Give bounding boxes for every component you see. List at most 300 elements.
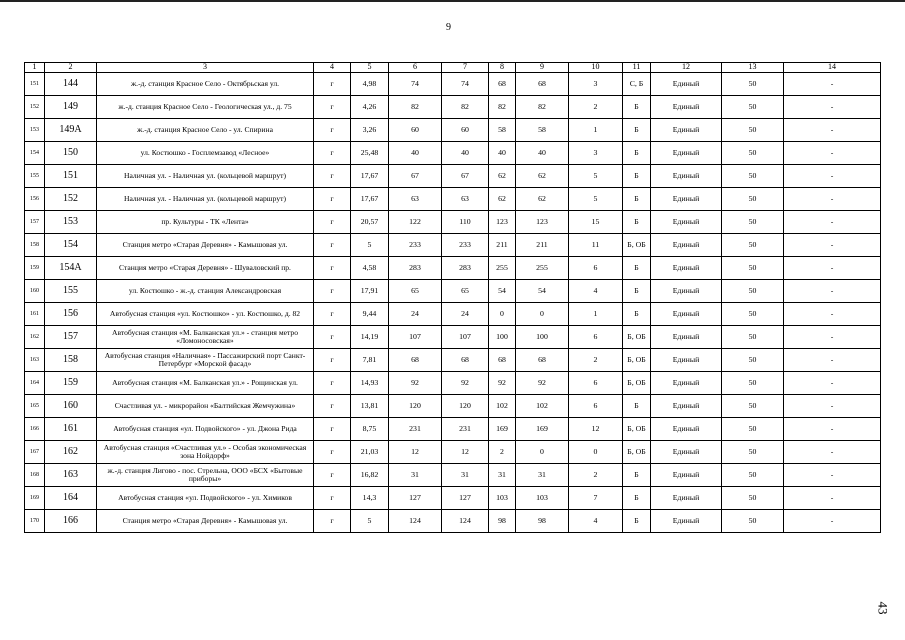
table-cell: 152 xyxy=(45,188,97,211)
column-header: 7 xyxy=(442,63,489,73)
table-cell: - xyxy=(784,73,881,96)
table-cell: 158 xyxy=(45,349,97,372)
table-cell: 4 xyxy=(569,510,623,533)
table-row xyxy=(25,165,881,188)
table-cell: 50 xyxy=(722,211,784,234)
table-cell: Единый xyxy=(651,188,722,211)
table-row xyxy=(25,257,881,280)
table-cell: 50 xyxy=(722,142,784,165)
table-cell: 62 xyxy=(516,165,569,188)
table-cell: Автобусная станция «Наличная» - Пассажирский порт Санкт-Петербург «Морской фасад» xyxy=(97,349,314,372)
table-row xyxy=(25,487,881,510)
table-cell: г xyxy=(314,487,351,510)
column-header: 10 xyxy=(569,63,623,73)
table-cell: Счастливая ул. - микрорайон «Балтийская Жемчужина» xyxy=(97,395,314,418)
table-cell: Станция метро «Старая Деревня» - Шуваловский пр. xyxy=(97,257,314,280)
table-cell: 12 xyxy=(442,441,489,464)
table-cell: 6 xyxy=(569,326,623,349)
table-cell: Б, ОБ xyxy=(623,349,651,372)
table-cell: Наличная ул. - Наличная ул. (кольцевой маршрут) xyxy=(97,165,314,188)
table-cell: - xyxy=(784,418,881,441)
table-cell: Единый xyxy=(651,395,722,418)
table-cell: 231 xyxy=(389,418,442,441)
table-cell: Автобусная станция «М. Балканская ул.» - станция метро «Ломоносовская» xyxy=(97,326,314,349)
table-cell: Единый xyxy=(651,487,722,510)
table-cell: Б xyxy=(623,257,651,280)
table-cell: 50 xyxy=(722,372,784,395)
table-cell: 169 xyxy=(25,487,45,510)
table-cell: 2 xyxy=(489,441,516,464)
side-page-number: 43 xyxy=(875,601,891,615)
table-cell: 233 xyxy=(442,234,489,257)
table-cell: 123 xyxy=(489,211,516,234)
column-header: 6 xyxy=(389,63,442,73)
table-cell: 3 xyxy=(569,142,623,165)
table-cell: 4,26 xyxy=(351,96,389,119)
table-cell: 2 xyxy=(569,96,623,119)
table-cell: 7,81 xyxy=(351,349,389,372)
table-cell: г xyxy=(314,188,351,211)
table-cell: 60 xyxy=(442,119,489,142)
table-cell: 60 xyxy=(389,119,442,142)
table-row xyxy=(25,280,881,303)
table-cell: Б xyxy=(623,142,651,165)
table-row xyxy=(25,73,881,96)
table-cell: 58 xyxy=(516,119,569,142)
table-cell: Единый xyxy=(651,280,722,303)
table-cell: Единый xyxy=(651,372,722,395)
table-cell: 166 xyxy=(45,510,97,533)
table-cell: г xyxy=(314,165,351,188)
table-cell: г xyxy=(314,395,351,418)
table-cell: г xyxy=(314,372,351,395)
table-cell: 4,58 xyxy=(351,257,389,280)
table-cell: 54 xyxy=(516,280,569,303)
table-cell: 68 xyxy=(442,349,489,372)
table-cell: 170 xyxy=(25,510,45,533)
table-cell: 20,57 xyxy=(351,211,389,234)
table-cell: ж.-д. станция Красное Село - ул. Спирина xyxy=(97,119,314,142)
table-cell: 50 xyxy=(722,326,784,349)
table-cell: Единый xyxy=(651,510,722,533)
table-cell: 62 xyxy=(489,165,516,188)
table-cell: 151 xyxy=(25,73,45,96)
table-cell: 5 xyxy=(351,234,389,257)
table-cell: Б xyxy=(623,119,651,142)
column-header: 11 xyxy=(623,63,651,73)
table-cell: 50 xyxy=(722,257,784,280)
table-cell: ул. Костюшко - Госплемзавод «Лесное» xyxy=(97,142,314,165)
table-cell: Б xyxy=(623,487,651,510)
table-cell: Автобусная станция «ул. Подвойского» - ул. Джона Рида xyxy=(97,418,314,441)
table-cell: 107 xyxy=(389,326,442,349)
table-cell: 211 xyxy=(489,234,516,257)
table-cell: 98 xyxy=(516,510,569,533)
table-cell: 82 xyxy=(389,96,442,119)
table-cell: - xyxy=(784,211,881,234)
table-cell: г xyxy=(314,211,351,234)
table-cell: Единый xyxy=(651,96,722,119)
table-cell: 65 xyxy=(389,280,442,303)
table-cell: Единый xyxy=(651,211,722,234)
page-number: 9 xyxy=(446,22,451,33)
table-cell: Автобусная станция «М. Балканская ул.» - Рощинская ул. xyxy=(97,372,314,395)
table-cell: 8,75 xyxy=(351,418,389,441)
table-cell: 162 xyxy=(25,326,45,349)
table-cell: 50 xyxy=(722,441,784,464)
table-cell: г xyxy=(314,96,351,119)
top-border-line xyxy=(0,0,905,2)
table-cell: 68 xyxy=(516,73,569,96)
table-cell: Автобусная станция «Счастливая ул.» - Особая экономическая зона Нойдорф» xyxy=(97,441,314,464)
table-cell: - xyxy=(784,510,881,533)
table-cell: 160 xyxy=(25,280,45,303)
table-cell: - xyxy=(784,303,881,326)
column-header: 14 xyxy=(784,63,881,73)
table-cell: 50 xyxy=(722,349,784,372)
table-cell: г xyxy=(314,326,351,349)
table-cell: Единый xyxy=(651,142,722,165)
table-cell: 127 xyxy=(389,487,442,510)
table-cell: 54 xyxy=(489,280,516,303)
table-cell: 102 xyxy=(516,395,569,418)
column-header: 2 xyxy=(45,63,97,73)
table-cell: 0 xyxy=(516,441,569,464)
table-cell: - xyxy=(784,441,881,464)
table-cell: 3 xyxy=(569,73,623,96)
table-cell: г xyxy=(314,280,351,303)
table-cell: 31 xyxy=(489,464,516,487)
table-row xyxy=(25,372,881,395)
column-header: 4 xyxy=(314,63,351,73)
table-cell: Б xyxy=(623,395,651,418)
table-cell: 2 xyxy=(569,349,623,372)
table-cell: 159 xyxy=(45,372,97,395)
table-cell: г xyxy=(314,73,351,96)
table-cell: - xyxy=(784,372,881,395)
column-header: 8 xyxy=(489,63,516,73)
table-cell: 164 xyxy=(25,372,45,395)
table-cell: 255 xyxy=(516,257,569,280)
table-row xyxy=(25,119,881,142)
table-cell: 50 xyxy=(722,188,784,211)
table-cell: Б xyxy=(623,510,651,533)
table-cell: 14,19 xyxy=(351,326,389,349)
table-cell: г xyxy=(314,349,351,372)
table-cell: 157 xyxy=(45,326,97,349)
column-header: 1 xyxy=(25,63,45,73)
table-cell: 123 xyxy=(516,211,569,234)
table-cell: 154 xyxy=(45,234,97,257)
table-cell: 40 xyxy=(389,142,442,165)
table-cell: 82 xyxy=(489,96,516,119)
table-cell: Единый xyxy=(651,257,722,280)
table-cell: 283 xyxy=(389,257,442,280)
table-cell: 13,81 xyxy=(351,395,389,418)
table-cell: 5 xyxy=(569,188,623,211)
table-row xyxy=(25,349,881,372)
table-cell: 0 xyxy=(569,441,623,464)
table-cell: 155 xyxy=(25,165,45,188)
table-cell: 50 xyxy=(722,464,784,487)
table-cell: 62 xyxy=(489,188,516,211)
table-cell: Единый xyxy=(651,441,722,464)
table-cell: 50 xyxy=(722,303,784,326)
table-cell: Единый xyxy=(651,73,722,96)
table-cell: 58 xyxy=(489,119,516,142)
table-cell: 283 xyxy=(442,257,489,280)
table-cell: 82 xyxy=(516,96,569,119)
table-cell: г xyxy=(314,142,351,165)
table-cell: 167 xyxy=(25,441,45,464)
table-cell: - xyxy=(784,142,881,165)
table-cell: 153 xyxy=(45,211,97,234)
table-cell: г xyxy=(314,119,351,142)
table-cell: 31 xyxy=(516,464,569,487)
table-cell: 157 xyxy=(25,211,45,234)
table-header-row xyxy=(25,63,881,73)
table-cell: 98 xyxy=(489,510,516,533)
table-cell: 14,3 xyxy=(351,487,389,510)
table-cell: 9,44 xyxy=(351,303,389,326)
table-cell: г xyxy=(314,303,351,326)
table-cell: 160 xyxy=(45,395,97,418)
table-cell: г xyxy=(314,257,351,280)
table-cell: Единый xyxy=(651,464,722,487)
table-cell: 156 xyxy=(25,188,45,211)
table-row xyxy=(25,211,881,234)
table-cell: 68 xyxy=(516,349,569,372)
table-cell: 3,26 xyxy=(351,119,389,142)
table-cell: 24 xyxy=(389,303,442,326)
table-cell: 154А xyxy=(45,257,97,280)
table-row xyxy=(25,188,881,211)
table-cell: 154 xyxy=(25,142,45,165)
table-cell: Единый xyxy=(651,326,722,349)
table-cell: - xyxy=(784,119,881,142)
table-cell: 63 xyxy=(389,188,442,211)
table-cell: 149 xyxy=(45,96,97,119)
table-cell: 50 xyxy=(722,280,784,303)
table-cell: Б xyxy=(623,464,651,487)
table-cell: 149А xyxy=(45,119,97,142)
table-cell: Единый xyxy=(651,165,722,188)
table-cell: 31 xyxy=(389,464,442,487)
table-cell: 168 xyxy=(25,464,45,487)
table-cell: 163 xyxy=(45,464,97,487)
table-cell: - xyxy=(784,326,881,349)
table-cell: 124 xyxy=(442,510,489,533)
table-cell: 12 xyxy=(569,418,623,441)
table-cell: 211 xyxy=(516,234,569,257)
table-cell: г xyxy=(314,464,351,487)
table-cell: 63 xyxy=(442,188,489,211)
table-cell: 50 xyxy=(722,73,784,96)
table-cell: Б xyxy=(623,303,651,326)
table-cell: 122 xyxy=(389,211,442,234)
table-row xyxy=(25,142,881,165)
table-cell: 231 xyxy=(442,418,489,441)
table-cell: ж.-д. станция Красное Село - Геологическая ул., д. 75 xyxy=(97,96,314,119)
table-cell: 152 xyxy=(25,96,45,119)
table-cell: Б xyxy=(623,280,651,303)
table-cell: Б xyxy=(623,211,651,234)
table-cell: 50 xyxy=(722,119,784,142)
table-cell: 155 xyxy=(45,280,97,303)
table-cell: г xyxy=(314,441,351,464)
table-cell: 50 xyxy=(722,234,784,257)
routes-table-body xyxy=(25,63,881,533)
table-cell: 161 xyxy=(45,418,97,441)
table-cell: Б, ОБ xyxy=(623,326,651,349)
table-cell: 5 xyxy=(351,510,389,533)
table-cell: 4 xyxy=(569,280,623,303)
column-header: 5 xyxy=(351,63,389,73)
table-cell: 67 xyxy=(442,165,489,188)
table-cell: 50 xyxy=(722,418,784,441)
table-cell: пр. Культуры - ТК «Лента» xyxy=(97,211,314,234)
table-cell: Б, ОБ xyxy=(623,234,651,257)
table-cell: 50 xyxy=(722,96,784,119)
table-cell: Станция метро «Старая Деревня» - Камышовая ул. xyxy=(97,510,314,533)
table-cell: - xyxy=(784,234,881,257)
table-row xyxy=(25,510,881,533)
table-cell: 17,67 xyxy=(351,188,389,211)
table-cell: 92 xyxy=(489,372,516,395)
table-cell: 169 xyxy=(489,418,516,441)
table-row xyxy=(25,234,881,257)
table-cell: Автобусная станция «ул. Костюшко» - ул. Костюшко, д. 82 xyxy=(97,303,314,326)
table-cell: 21,03 xyxy=(351,441,389,464)
table-row xyxy=(25,395,881,418)
table-cell: 103 xyxy=(516,487,569,510)
table-cell: 233 xyxy=(389,234,442,257)
table-row xyxy=(25,441,881,464)
table-cell: ж.-д. станция Красное Село - Октябрьская ул. xyxy=(97,73,314,96)
table-cell: 1 xyxy=(569,303,623,326)
table-cell: - xyxy=(784,395,881,418)
table-cell: - xyxy=(784,349,881,372)
table-row xyxy=(25,418,881,441)
table-cell: г xyxy=(314,234,351,257)
table-cell: 40 xyxy=(516,142,569,165)
table-cell: 161 xyxy=(25,303,45,326)
table-cell: 107 xyxy=(442,326,489,349)
routes-table xyxy=(24,62,881,533)
table-cell: 166 xyxy=(25,418,45,441)
table-cell: - xyxy=(784,257,881,280)
table-cell: 68 xyxy=(489,73,516,96)
table-cell: Единый xyxy=(651,418,722,441)
table-cell: г xyxy=(314,418,351,441)
table-cell: 74 xyxy=(389,73,442,96)
table-cell: 6 xyxy=(569,257,623,280)
table-cell: 65 xyxy=(442,280,489,303)
table-cell: 74 xyxy=(442,73,489,96)
table-cell: 50 xyxy=(722,165,784,188)
table-cell: 163 xyxy=(25,349,45,372)
table-cell: 165 xyxy=(25,395,45,418)
table-cell: ул. Костюшко - ж.-д. станция Александровская xyxy=(97,280,314,303)
table-cell: 2 xyxy=(569,464,623,487)
table-cell: 82 xyxy=(442,96,489,119)
table-cell: 40 xyxy=(489,142,516,165)
table-row xyxy=(25,303,881,326)
table-cell: С, Б xyxy=(623,73,651,96)
table-cell: 14,93 xyxy=(351,372,389,395)
table-cell: Б xyxy=(623,188,651,211)
table-cell: 162 xyxy=(45,441,97,464)
table-cell: 67 xyxy=(389,165,442,188)
column-header: 12 xyxy=(651,63,722,73)
table-cell: 17,91 xyxy=(351,280,389,303)
table-cell: Наличная ул. - Наличная ул. (кольцевой маршрут) xyxy=(97,188,314,211)
table-cell: 158 xyxy=(25,234,45,257)
table-cell: 15 xyxy=(569,211,623,234)
table-cell: 92 xyxy=(442,372,489,395)
table-cell: 68 xyxy=(489,349,516,372)
table-cell: 16,82 xyxy=(351,464,389,487)
table-cell: 110 xyxy=(442,211,489,234)
table-row xyxy=(25,326,881,349)
table-cell: 17,67 xyxy=(351,165,389,188)
table-cell: 120 xyxy=(442,395,489,418)
table-cell: 156 xyxy=(45,303,97,326)
table-cell: - xyxy=(784,188,881,211)
table-cell: 25,48 xyxy=(351,142,389,165)
table-cell: 6 xyxy=(569,395,623,418)
table-cell: 153 xyxy=(25,119,45,142)
table-cell: 62 xyxy=(516,188,569,211)
table-cell: Единый xyxy=(651,303,722,326)
table-cell: 102 xyxy=(489,395,516,418)
column-header: 9 xyxy=(516,63,569,73)
table-row xyxy=(25,96,881,119)
table-cell: 7 xyxy=(569,487,623,510)
column-header: 3 xyxy=(97,63,314,73)
table-cell: Станция метро «Старая Деревня» - Камышовая ул. xyxy=(97,234,314,257)
table-cell: 50 xyxy=(722,395,784,418)
table-cell: 100 xyxy=(516,326,569,349)
table-cell: Б xyxy=(623,165,651,188)
table-cell: 24 xyxy=(442,303,489,326)
table-cell: Автобусная станция «ул. Подвойского» - ул. Химиков xyxy=(97,487,314,510)
table-cell: 159 xyxy=(25,257,45,280)
table-cell: 164 xyxy=(45,487,97,510)
table-cell: 4,98 xyxy=(351,73,389,96)
table-cell: 6 xyxy=(569,372,623,395)
table-cell: - xyxy=(784,280,881,303)
table-cell: 1 xyxy=(569,119,623,142)
table-cell: Б xyxy=(623,96,651,119)
table-cell: Б, ОБ xyxy=(623,372,651,395)
table-cell: 50 xyxy=(722,487,784,510)
table-cell: 120 xyxy=(389,395,442,418)
table-cell: 92 xyxy=(516,372,569,395)
table-cell: Единый xyxy=(651,349,722,372)
table-cell: - xyxy=(784,487,881,510)
table-cell: 92 xyxy=(389,372,442,395)
table-cell: Единый xyxy=(651,234,722,257)
table-cell: 5 xyxy=(569,165,623,188)
table-cell: 100 xyxy=(489,326,516,349)
table-cell: 150 xyxy=(45,142,97,165)
table-cell: 169 xyxy=(516,418,569,441)
table-cell: Б, ОБ xyxy=(623,441,651,464)
table-cell: 50 xyxy=(722,510,784,533)
table-cell: Б, ОБ xyxy=(623,418,651,441)
table-cell: г xyxy=(314,510,351,533)
